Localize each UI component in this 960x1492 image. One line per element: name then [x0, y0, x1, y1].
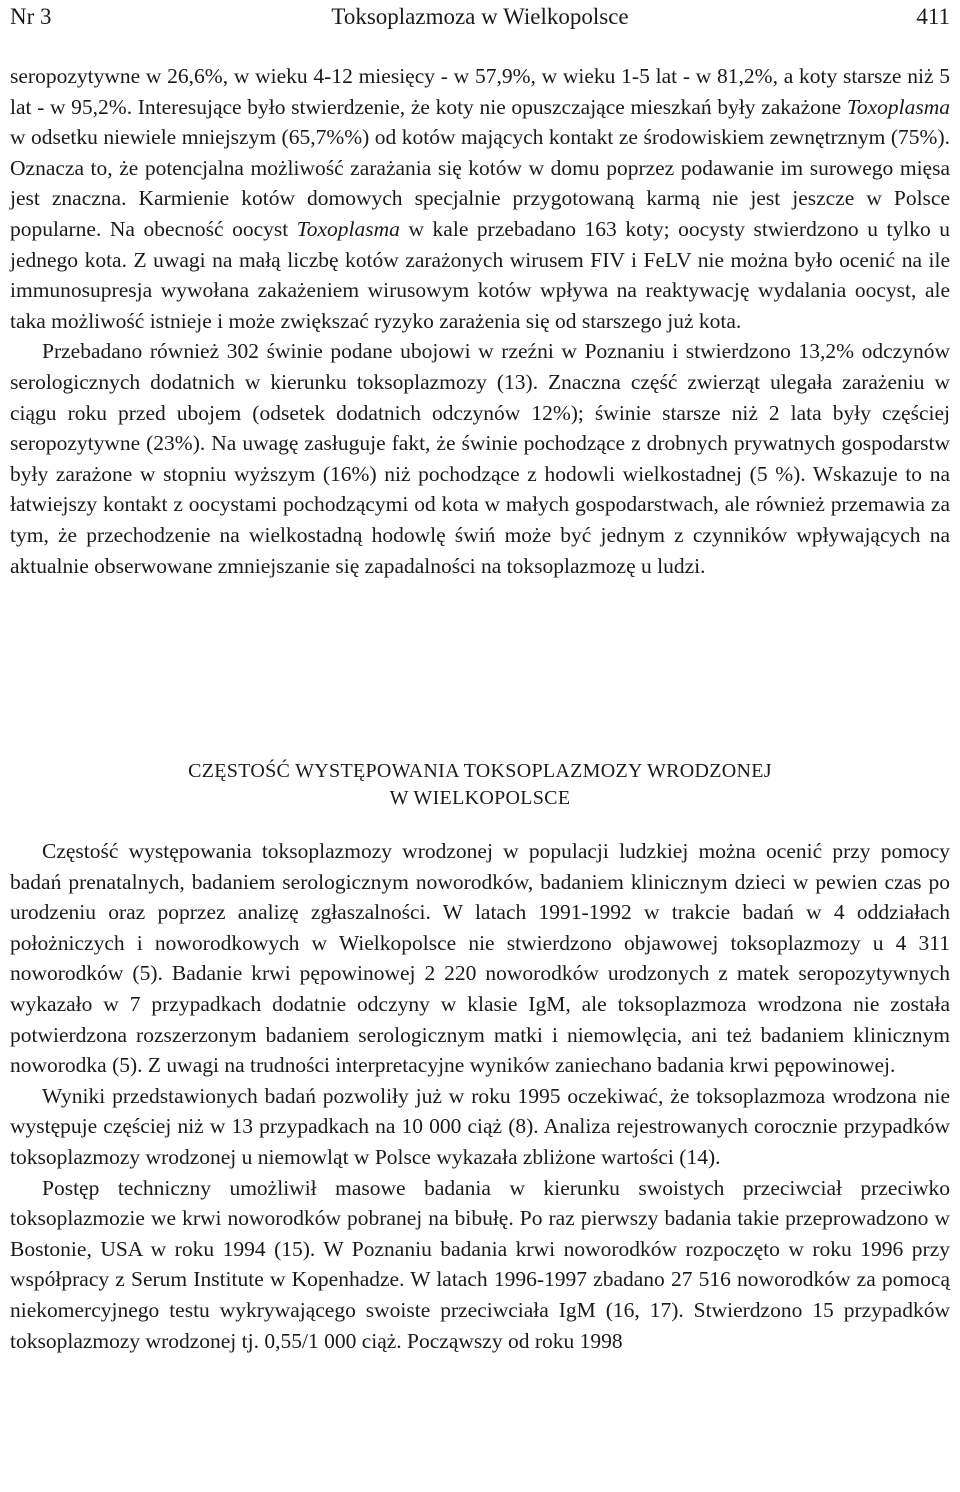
section-heading [10, 758, 950, 812]
paragraph-text: seropozytywne w 26,6%, w wieku 4-12 miesięcy - w 57,9%, w wieku 1-5 lat - w 81,2%, a koty starsze niż 5 lat - w 95,2%. Interesujące było stwierdzenie, że koty nie opuszczające mieszkań były zakażone [10, 64, 950, 119]
page-number: 411 [916, 4, 950, 29]
running-title: Toksoplazmoza w Wielkopolsce [331, 4, 629, 29]
paragraph-newborn-screening: Postęp techniczny umożliwił masowe badania w kierunku swoistych przeciwciał przeciwko toksoplazmozie we krwi noworodków pobranej na bibułę. Po raz pierwszy badania takie przeprowadzono w Bostonie, USA w roku 1994 (15). W Poznaniu badania krwi noworodków rozpoczęto w roku 1996 przy współpracy z Serum Institute w Kopenhadze. W latach 1996-1997 zbadano 27 516 noworodków za pomocą niekomercyjnego testu wykrywającego swoiste przeciwciała IgM (16, 17). Stwierdzono 15 przypadków toksoplazmozy wrodzonej tj. 0,55/1 000 ciąż. Począwszy od roku 1998 [10, 1175, 950, 1353]
paragraph-congenital-frequency: Częstość występowania toksoplazmozy wrodzonej w populacji ludzkiej można ocenić przy pomocy badań prenatalnych, badaniem serologicznym noworodków, badaniem klinicznym dzieci w pewien czas po urodzeniu oraz poprzez analizę zgłaszalności. W latach 1991-1992 w trakcie badań w 4 oddziałach położniczych i noworodkowych w Wielkopolsce nie stwierdzono objawowej toksoplazmozy u 4 311 noworodków (5). Badanie krwi pępowinowej 2 220 noworodków urodzonych z matek seropozytywnych wykazało w 7 przypadkach dodatnie odczyny w klasie IgM, ale toksoplazmoza wrodzona nie została potwierdzona rozszerzonym badaniem serologicznym matki i niemowlęcia, ani też badaniem klinicznym noworodka (5). Z uwagi na trudności interpretacyjne wyników zaniechano badania krwi pępowinowej. [10, 839, 950, 1078]
species-name: Toxoplasma [846, 94, 950, 119]
paragraph-results-1995: Wyniki przedstawionych badań pozwoliły już w roku 1995 oczekiwać, że toksoplazmoza wrodzona nie występuje częściej niż w 13 przypadkach na 10 000 ciąż (8). Analiza rejestrowanych corocznie przypadków toksoplazmozy wrodzonej u niemowląt w Polsce wykazała zbliżone wartości (14). [10, 1083, 950, 1169]
issue-number: Nr 3 [10, 4, 52, 29]
body-text-upper [10, 61, 950, 581]
section-heading-line: W WIELKOPOLSCE [389, 787, 571, 809]
section-heading-line: CZĘSTOŚĆ WYSTĘPOWANIA TOKSOPLAZMOZY WRODZONEJ [188, 760, 772, 782]
paragraph-text: w odsetku niewiele mniejszym (65,7%%) od kotów mających kontakt ze środowiskiem zewnętrznym (75%). Oznacza to, że potencjalna możliwość zarażania się kotów w domu poprzez podawanie im surowego mięsa jest znaczna. Karmienie kotów domowych specjalnie przygotowaną karmą nie jest jeszcze w Polsce popularne. Na obecność oocyst [10, 125, 950, 241]
running-header [10, 2, 950, 32]
body-text-lower [10, 836, 950, 1356]
paragraph-cats [10, 61, 950, 336]
paragraph-text: w kale przebadano 163 koty; oocysty stwierdzono u tylko u jednego kota. Z uwagi na małą liczbę kotów zarażonych wirusem FIV i FeLV nie można było ocenić na ile immunosupresja wywołana zakażeniem wirusowym kotów wpływa na reaktywację wydalania oocyst, ale taka możliwość istnieje i może zwiększać ryzyko zarażenia się od starszego już kota. [10, 216, 950, 333]
species-name: Toxoplasma [296, 216, 400, 241]
paragraph-pigs: Przebadano również 302 świnie podane ubojowi w rzeźni w Poznaniu i stwierdzono 13,2% odczynów serologicznych dodatnich w kierunku toksoplazmozy (13). Znaczna część zwierząt ulegała zarażeniu w ciągu roku przed ubojem (odsetek dodatnich odczynów 12%); świnie starsze niż 2 lata były częściej seropozytywne (23%). Na uwagę zasługuje fakt, że świnie pochodzące z drobnych prywatnych gospodarstw były zarażone w stopniu wyższym (16%) niż pochodzące z hodowli wielkostadnej (5 %). Wskazuje to na łatwiejszy kontakt z oocystami pochodzącymi od kota w małych gospodarstwach, ale również przemawia za tym, że przechodzenie na wielkostadną hodowlę świń może być jednym z czynników wpływających na aktualnie obserwowane zmniejszanie się zapadalności na toksoplazmozę u ludzi. [10, 339, 950, 578]
